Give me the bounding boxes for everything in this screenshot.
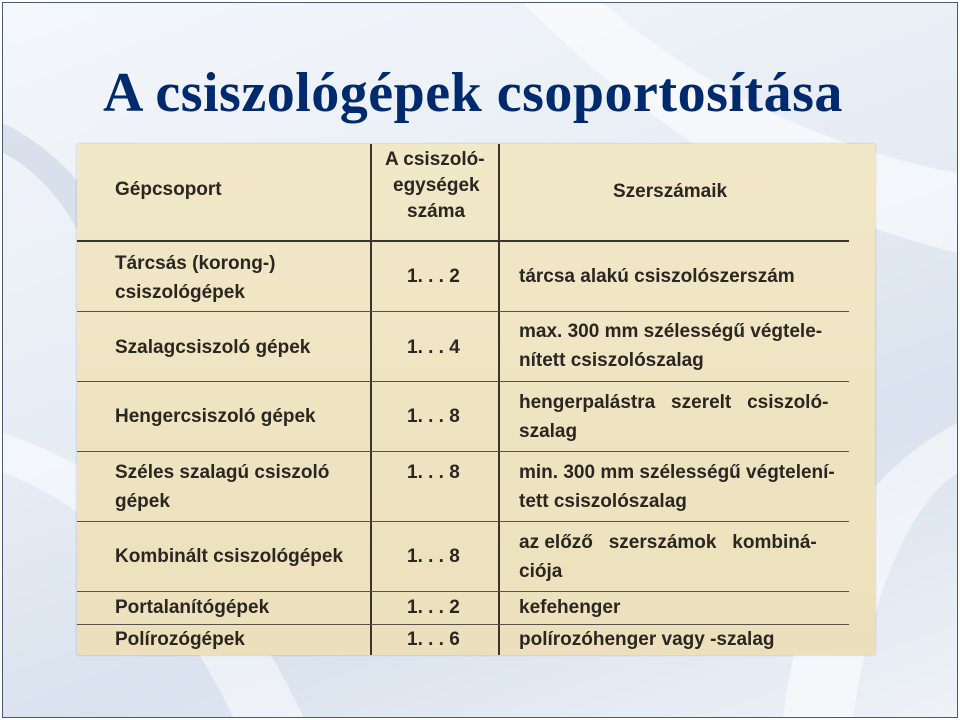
row-1-units: 1. . . 2 [407,266,460,287]
row-3-tools-line1: hengerpalástra szerelt csiszoló- [519,392,829,413]
row-1-group-line1: Tárcsás (korong-) [115,253,276,274]
row-1-group-line2: csiszológépek [115,282,245,303]
row-4-tools-line1: min. 300 mm szélességű végtelení- [519,462,835,483]
row-2-group-line1: Szalagcsiszoló gépek [115,337,311,358]
row-6-tools-line1: kefehenger [519,597,621,618]
row-7-units: 1. . . 6 [407,629,460,650]
row-2-tools-line2: nített csiszolószalag [519,350,704,371]
row-3-group-line1: Hengercsiszoló gépek [115,406,316,427]
row-4-group-line1: Széles szalagú csiszoló [115,462,330,483]
row-2-tools-line1: max. 300 mm szélességű végtele- [519,321,823,342]
row-rule [77,624,849,625]
row-4-units: 1. . . 8 [407,462,460,483]
header-group: Gépcsoport [115,179,222,200]
row-rule [77,521,849,522]
row-5-tools-line2: ciója [519,561,563,582]
row-7-tools-line1: polírozóhenger vagy -szalag [519,629,775,650]
row-1-tools-line1: tárcsa alakú csiszolószerszám [519,266,795,287]
row-4-group-line2: gépek [115,491,170,512]
row-7-group-line1: Polírozógépek [115,629,245,650]
row-rule [77,381,849,382]
header-rule [77,240,849,242]
row-4-tools-line2: tett csiszolószalag [519,491,687,512]
row-rule [77,451,849,452]
column-divider [370,144,372,655]
row-6-units: 1. . . 2 [407,597,460,618]
header-units-line2: egységek [393,175,480,196]
row-5-group-line1: Kombinált csiszológépek [115,546,344,567]
slide-title: A csiszológépek csoportosítása [103,62,843,124]
row-3-units: 1. . . 8 [407,406,460,427]
header-units-line1: A csiszoló- [385,149,485,170]
column-divider [498,144,500,655]
row-5-tools-line1: az előző szerszámok kombiná- [519,532,817,553]
row-rule [77,311,849,312]
row-2-units: 1. . . 4 [407,337,460,358]
header-units-line3: száma [407,201,466,222]
grinder-classification-table [77,144,875,655]
header-tools: Szerszámaik [613,181,728,202]
row-5-units: 1. . . 8 [407,546,460,567]
row-rule [77,591,849,592]
row-6-group-line1: Portalanítógépek [115,597,270,618]
slide [2,2,958,718]
row-3-tools-line2: szalag [519,421,578,442]
